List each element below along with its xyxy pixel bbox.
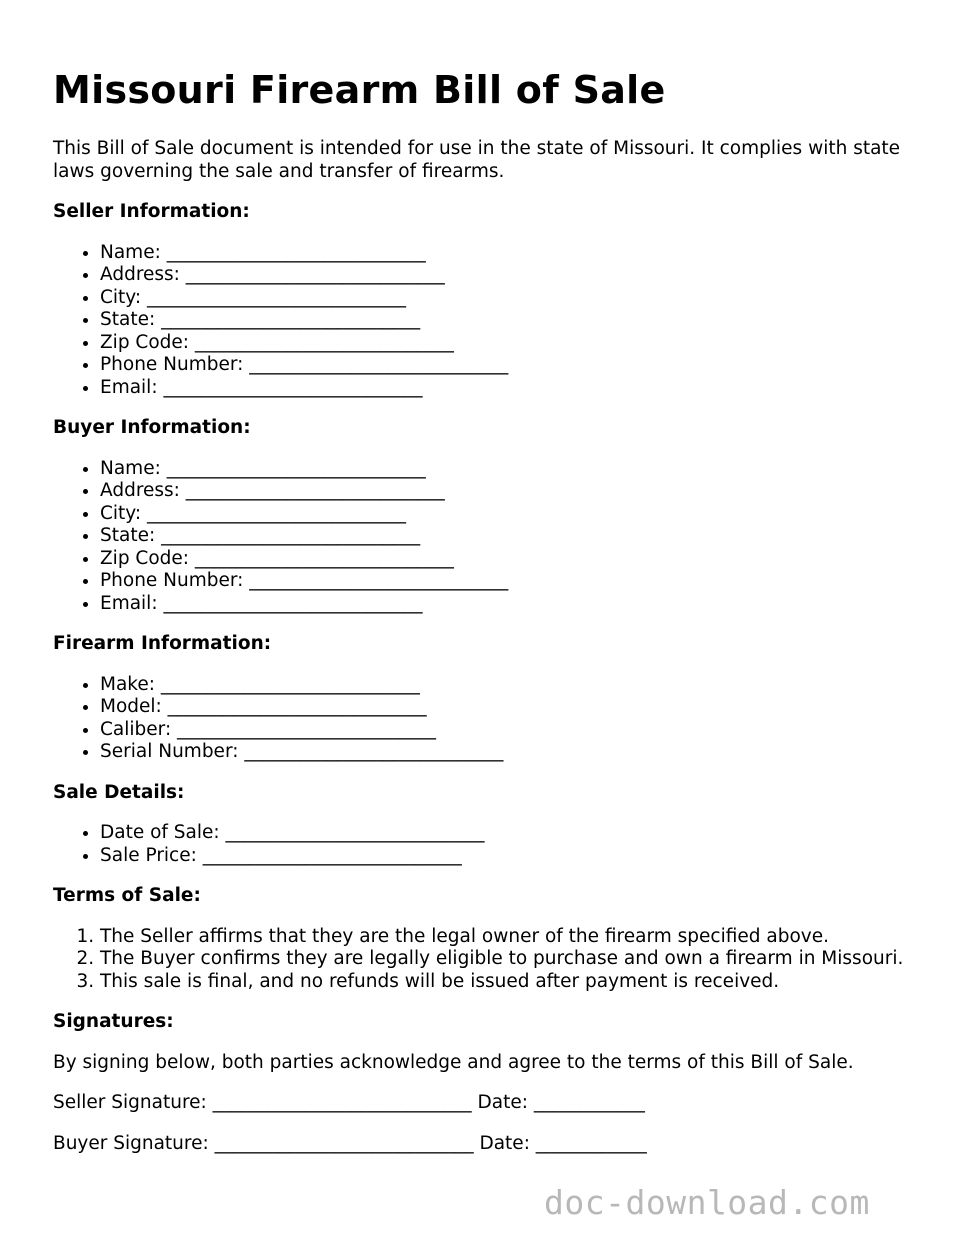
firearm-list xyxy=(53,674,923,764)
terms-heading: Terms of Sale: xyxy=(53,885,201,906)
seller-signature-line: Seller Signature: ____________________________ Date: ____________ xyxy=(53,1092,645,1113)
term-item: 1. The Seller affirms that they are the legal owner of the firearm specified above. xyxy=(100,926,923,949)
buyer-name-field: • Name: ____________________________ xyxy=(100,458,923,481)
signatures-statement: By signing below, both parties acknowledge and agree to the terms of this Bill of Sale. xyxy=(53,1051,854,1073)
buyer-address-field: • Address: ____________________________ xyxy=(100,480,923,503)
terms-list xyxy=(53,926,923,994)
document-title: Missouri Firearm Bill of Sale xyxy=(53,68,666,112)
firearm-serial-field: • Serial Number: ____________________________ xyxy=(100,741,923,764)
document-page xyxy=(53,68,923,1173)
seller-name-field: • Name: ____________________________ xyxy=(100,242,923,265)
term-item: 3. This sale is final, and no refunds will be issued after payment is received. xyxy=(100,971,923,994)
sale-list xyxy=(53,822,923,867)
firearm-heading: Firearm Information: xyxy=(53,633,272,654)
sale-price-field: • Sale Price: ____________________________ xyxy=(100,845,923,868)
firearm-model-field: • Model: ____________________________ xyxy=(100,696,923,719)
buyer-city-field: • City: ____________________________ xyxy=(100,503,923,526)
seller-phone-field: • Phone Number: ____________________________ xyxy=(100,354,923,377)
buyer-phone-field: • Phone Number: ____________________________ xyxy=(100,570,923,593)
buyer-signature-line: Buyer Signature: ____________________________ Date: ____________ xyxy=(53,1132,647,1154)
firearm-caliber-field: • Caliber: ____________________________ xyxy=(100,719,923,742)
term-item: 2. The Buyer confirms they are legally eligible to purchase and own a firearm in Missouri. xyxy=(100,948,923,971)
intro-paragraph: This Bill of Sale document is intended for use in the state of Missouri. It complies with state laws governing the sale and transfer of firearms. xyxy=(53,138,901,182)
watermark: doc-download.com xyxy=(544,1183,870,1222)
buyer-list xyxy=(53,458,923,616)
sale-heading: Sale Details: xyxy=(53,781,185,803)
buyer-zip-field: • Zip Code: ____________________________ xyxy=(100,548,923,571)
buyer-heading: Buyer Information: xyxy=(53,417,251,438)
seller-city-field: • City: ____________________________ xyxy=(100,287,923,310)
firearm-make-field: • Make: ____________________________ xyxy=(100,674,923,697)
buyer-email-field: • Email: ____________________________ xyxy=(100,593,923,616)
seller-address-field: • Address: ____________________________ xyxy=(100,264,923,287)
sale-date-field: • Date of Sale: ____________________________ xyxy=(100,822,923,845)
seller-heading: Seller Information: xyxy=(53,201,250,222)
seller-list xyxy=(53,242,923,400)
seller-zip-field: • Zip Code: ____________________________ xyxy=(100,332,923,355)
buyer-state-field: • State: ____________________________ xyxy=(100,525,923,548)
seller-email-field: • Email: ____________________________ xyxy=(100,377,923,400)
signatures-heading: Signatures: xyxy=(53,1011,174,1032)
seller-state-field: • State: ____________________________ xyxy=(100,309,923,332)
